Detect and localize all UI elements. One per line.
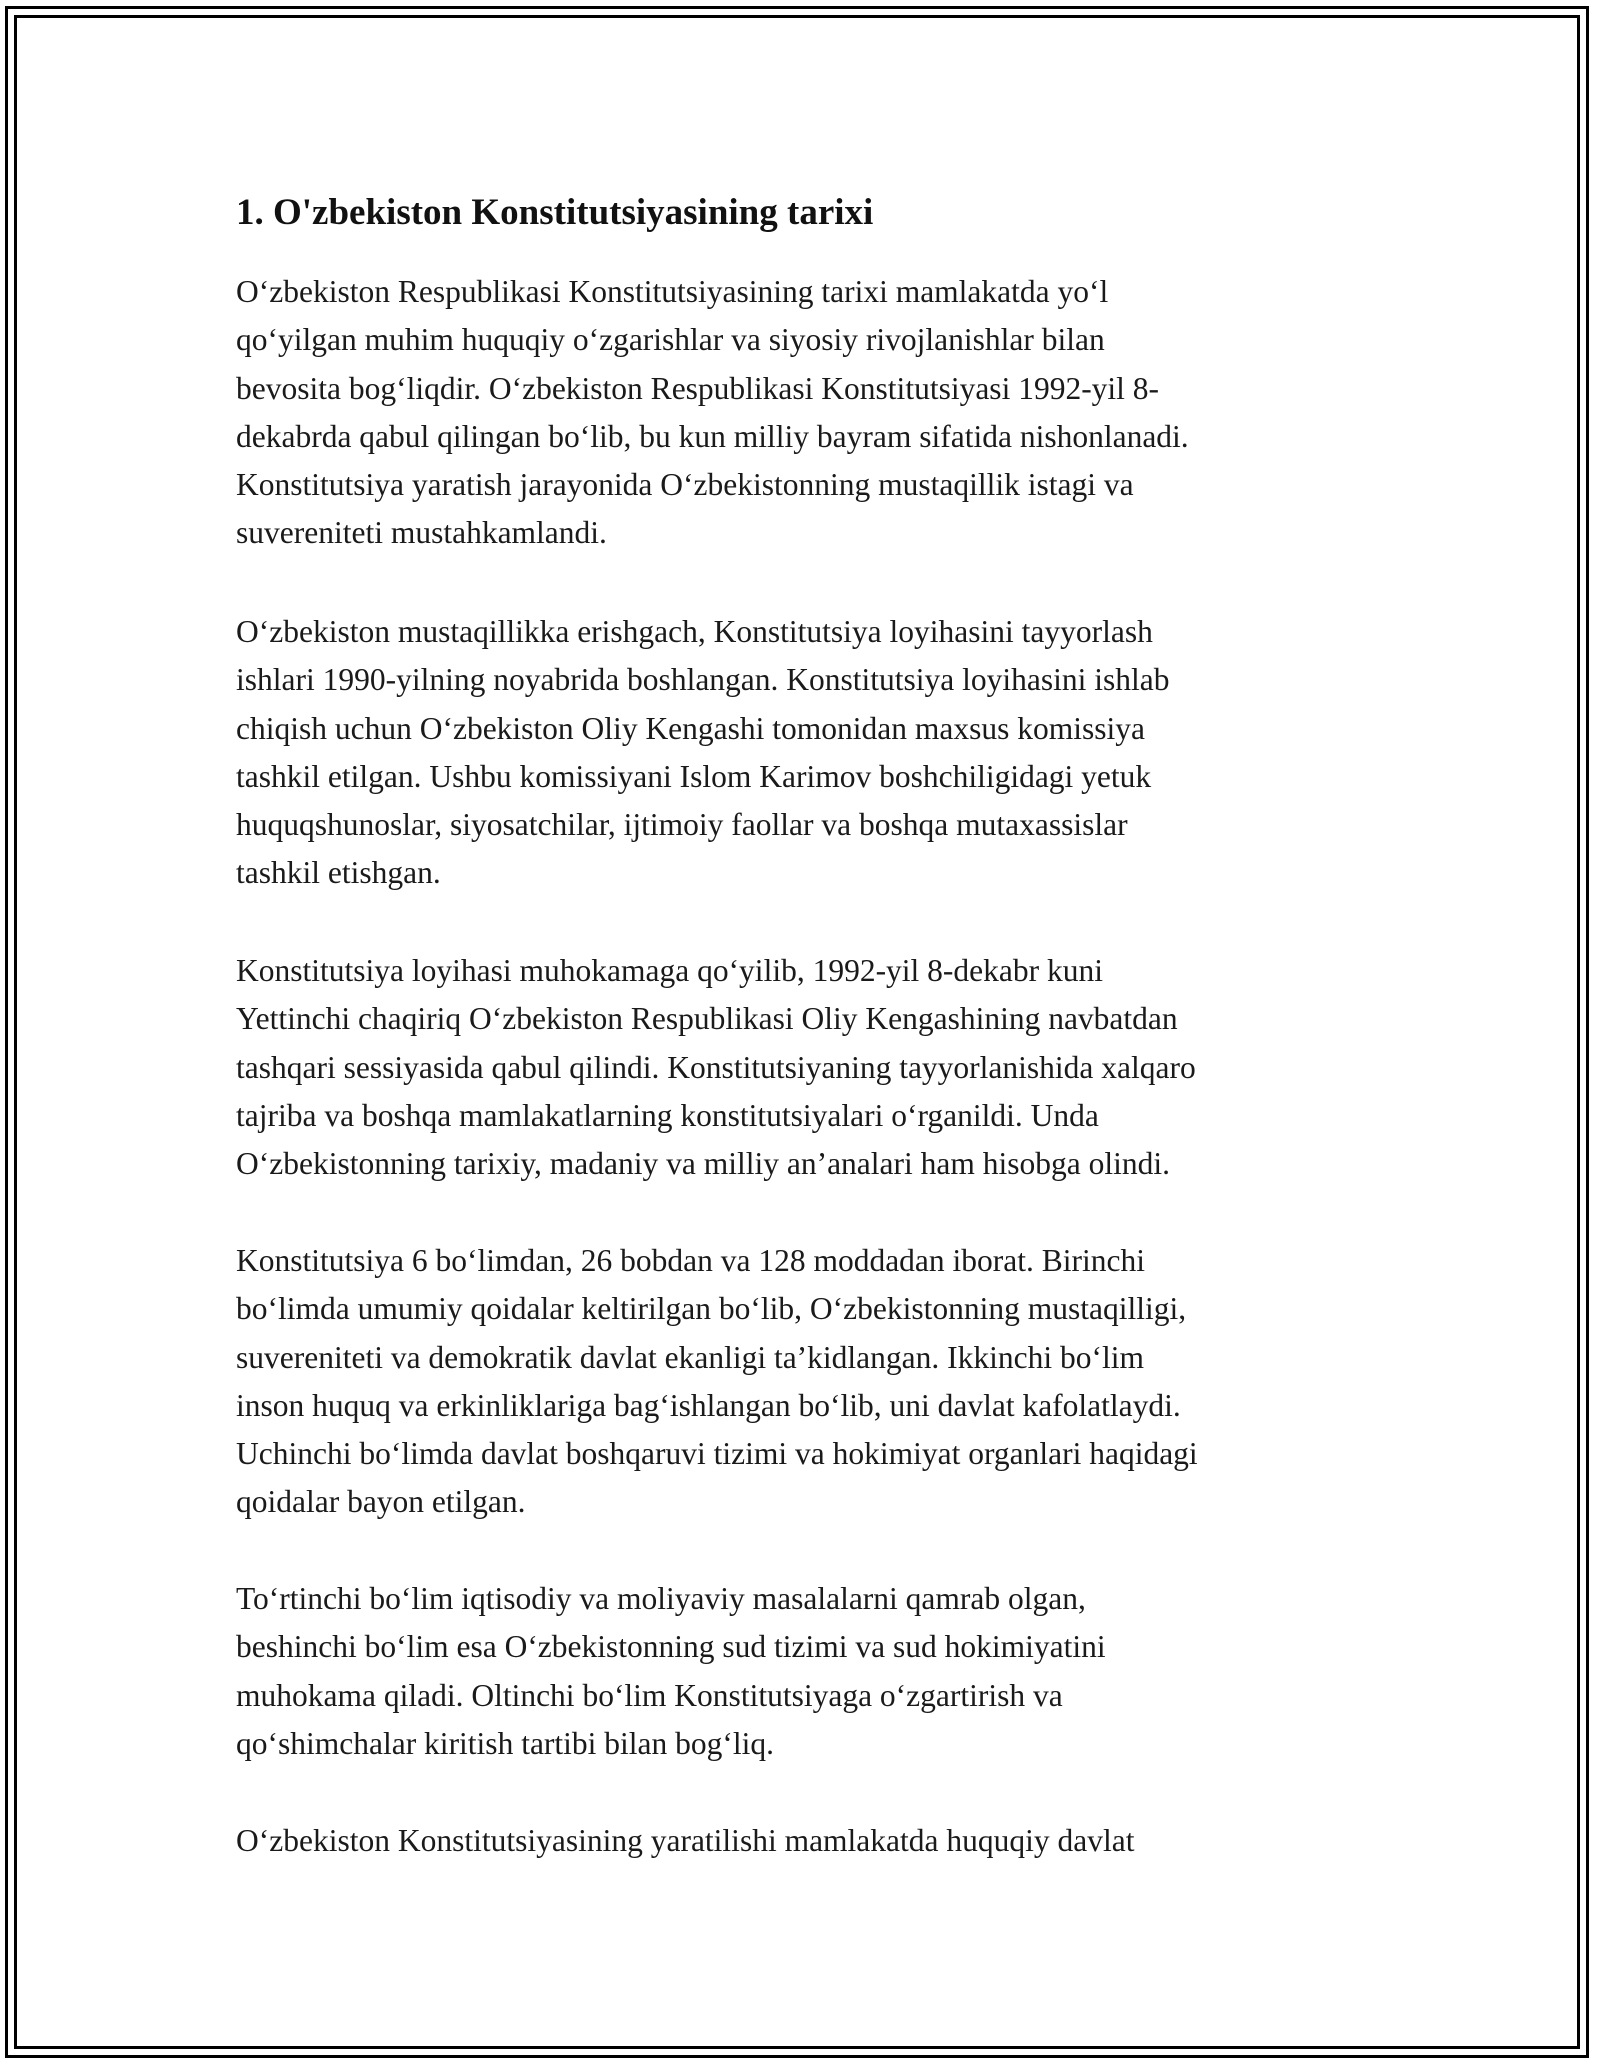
paragraph-adoption <box>236 947 1196 1188</box>
paragraph-line: O‘zbekiston Respublikasi Konstitutsiyasining tarixi mamlakatda yo‘l <box>236 274 1109 309</box>
paragraph-line: tajriba va boshqa mamlakatlarning konstitutsiyalari o‘rganildi. Unda <box>236 1097 1099 1133</box>
paragraph-line: O‘zbekiston mustaqillikka erishgach, Konstitutsiya loyihasini tayyorlash <box>236 614 1153 649</box>
paragraph-line: tashqari sessiyasida qabul qilindi. Konstitutsiyaning tayyorlanishida xalqaro <box>236 1049 1196 1085</box>
paragraph-line: Yettinchi chaqiriq O‘zbekiston Respublikasi Oliy Kengashining navbatdan <box>236 1001 1178 1037</box>
paragraph-sections <box>236 1575 1106 1768</box>
paragraph-line: qoidalar bayon etilgan. <box>236 1484 526 1520</box>
section-heading: 1. O'zbekiston Konstitutsiyasining tarixi <box>236 192 874 233</box>
paragraph-line: bevosita bog‘liqdir. O‘zbekiston Respublikasi Konstitutsiyasi 1992-yil 8- <box>236 370 1160 406</box>
paragraph-line: beshinchi bo‘lim esa O‘zbekistonning sud tizimi va sud hokimiyatini <box>236 1629 1106 1665</box>
paragraph-line: To‘rtinchi bo‘lim iqtisodiy va moliyaviy masalalarni qamrab olgan, <box>236 1581 1086 1616</box>
paragraph-line: ishlari 1990-yilning noyabrida boshlangan. Konstitutsiya loyihasini ishlab <box>236 662 1170 698</box>
paragraph-line: tashkil etishgan. <box>236 855 441 891</box>
paragraph-line: tashkil etilgan. Ushbu komissiyani Islom Karimov boshchiligidagi yetuk <box>236 758 1152 794</box>
paragraph-line: O‘zbekistonning tarixiy, madaniy va milliy an’analari ham hisobga olindi. <box>236 1146 1170 1182</box>
paragraph-line: suvereniteti va demokratik davlat ekanligi ta’kidlangan. Ikkinchi bo‘lim <box>236 1339 1144 1375</box>
paragraph-line: suvereniteti mustahkamlandi. <box>236 515 607 551</box>
paragraph-line: Konstitutsiya loyihasi muhokamaga qo‘yilib, 1992-yil 8-dekabr kuni <box>236 953 1104 988</box>
paragraph-line: bo‘limda umumiy qoidalar keltirilgan bo‘lib, O‘zbekistonning mustaqilligi, <box>236 1291 1187 1327</box>
paragraph-line: qo‘yilgan muhim huquqiy o‘zgarishlar va siyosiy rivojlanishlar bilan <box>236 322 1105 358</box>
paragraph-line: inson huquq va erkinliklariga bag‘ishlangan bo‘lib, uni davlat kafolatlaydi. <box>236 1387 1181 1423</box>
paragraph-history-intro <box>236 268 1189 558</box>
paragraph-line: O‘zbekiston Konstitutsiyasining yaratilishi mamlakatda huquqiy davlat <box>236 1823 1135 1858</box>
paragraph-line: qo‘shimchalar kiritish tartibi bilan bog‘liq. <box>236 1725 775 1761</box>
paragraph-structure <box>236 1237 1198 1527</box>
paragraph-line: muhokama qiladi. Oltinchi bo‘lim Konstitutsiyaga o‘zgartirish va <box>236 1677 1063 1713</box>
document-page <box>236 183 1366 1858</box>
paragraph-line: Uchinchi bo‘limda davlat boshqaruvi tizimi va hokimiyat organlari haqidagi <box>236 1436 1198 1472</box>
paragraph-line: Konstitutsiya yaratish jarayonida O‘zbekistonning mustaqillik istagi va <box>236 467 1134 503</box>
paragraph-line: Konstitutsiya 6 bo‘limdan, 26 bobdan va 128 moddadan iborat. Birinchi <box>236 1243 1145 1278</box>
paragraph-line: huquqshunoslar, siyosatchilar, ijtimoiy faollar va boshqa mutaxassislar <box>236 807 1128 843</box>
paragraph-drafting <box>236 608 1170 898</box>
paragraph-line: dekabrda qabul qilingan bo‘lib, bu kun milliy bayram sifatida nishonlanadi. <box>236 418 1189 454</box>
paragraph-conclusion <box>236 1817 1134 1865</box>
paragraph-line: chiqish uchun O‘zbekiston Oliy Kengashi tomonidan maxsus komissiya <box>236 710 1146 746</box>
